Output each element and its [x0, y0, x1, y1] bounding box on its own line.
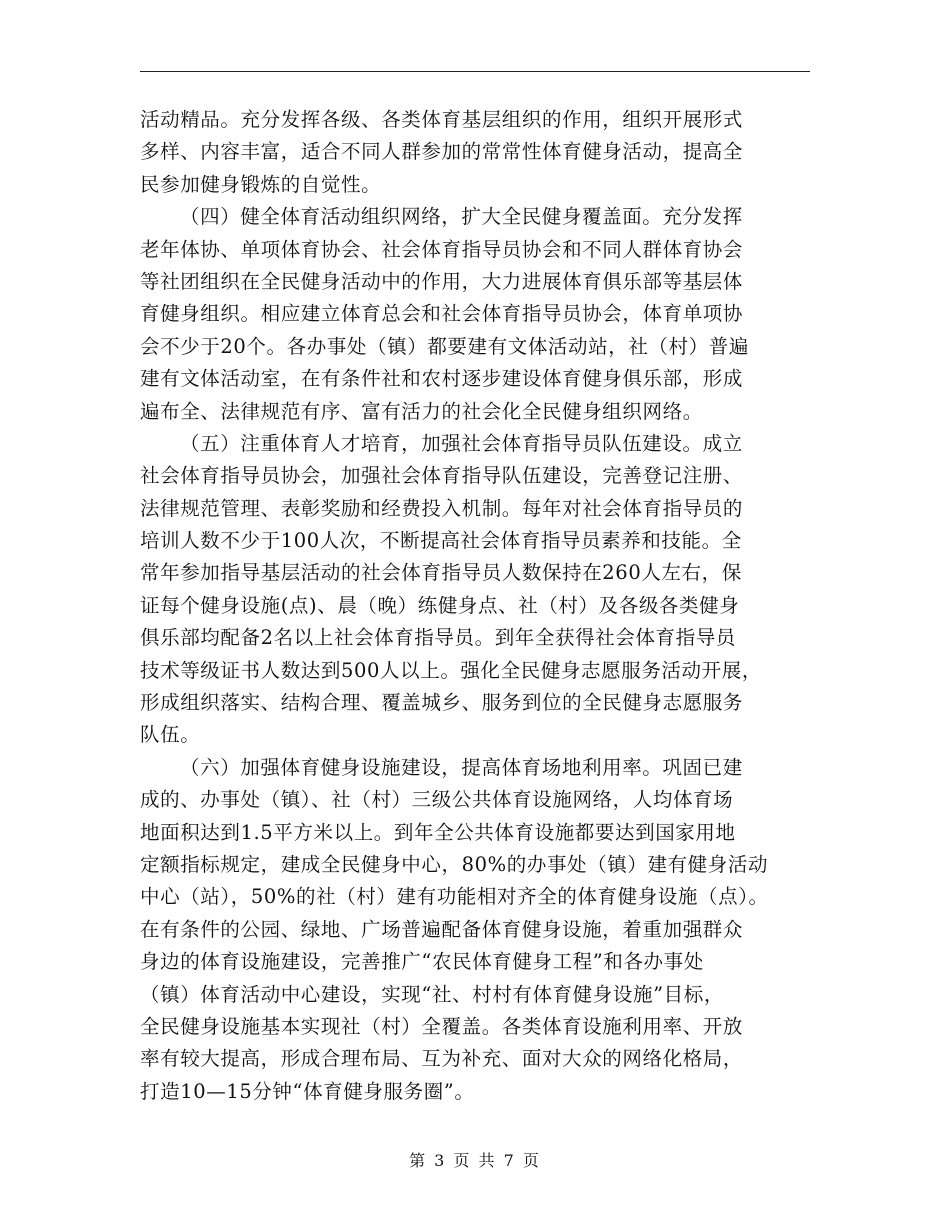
text-line: 社会体育指导员协会，加强社会体育指导队伍建设，完善登记注册、 [140, 464, 744, 488]
header-rule [140, 71, 810, 72]
body-text [140, 104, 812, 1108]
text-line: 成的、办事处（镇）、社（村）三级公共体育设施网络，人均体育场 [140, 788, 734, 812]
text-line: 率有较大提高，形成合理布局、互为补充、面对大众的网络化格局， [140, 1047, 744, 1071]
text-line: 育健身组织。相应建立体育总会和社会体育指导员协会，体育单项协 [140, 302, 744, 326]
text-line: 在有条件的公园、绿地、广场普遍配备体育健身设施，着重加强群众 [140, 917, 744, 941]
text-line: 形成组织落实、结构合理、覆盖城乡、服务到位的全民健身志愿服务 [140, 691, 744, 715]
text-line: 培训人数不少于100人次，不断提高社会体育指导员素养和技能。全 [140, 529, 742, 553]
text-line: 身边的体育设施建设，完善推广“农民体育健身工程”和各办事处 [140, 950, 704, 974]
text-line: 地面积达到1.5平方米以上。到年全公共体育设施都要达到国家用地 [140, 820, 736, 844]
text-line: 常年参加指导基层活动的社会体育指导员人数保持在260人左右，保 [140, 561, 742, 585]
text-line: 技术等级证书人数达到500人以上。强化全民健身志愿服务活动开展， [140, 658, 762, 682]
text-line: 打造10—15分钟“体育健身服务圈”。 [140, 1079, 475, 1103]
text-line: 多样、内容丰富，适合不同人群参加的常常性体育健身活动，提高全 [140, 140, 744, 164]
text-line: 遍布全、法律规范有序、富有活力的社会化全民健身组织网络。 [140, 399, 703, 423]
page-number-footer: 第 3 页 共 7 页 [409, 1151, 541, 1170]
text-line: 定额指标规定，建成全民健身中心，80%的办事处（镇）建有健身活动 [140, 852, 769, 876]
text-line: （四）健全体育活动组织网络，扩大全民健身覆盖面。充分发挥 [180, 205, 743, 229]
text-line: 全民健身设施基本实现社（村）全覆盖。各类体育设施利用率、开放 [140, 1014, 744, 1038]
text-line: 老年体协、单项体育协会、社会体育指导员协会和不同人群体育协会 [140, 237, 744, 261]
text-line: 活动精品。充分发挥各级、各类体育基层组织的作用，组织开展形式 [140, 108, 744, 131]
text-line: 民参加健身锻炼的自觉性。 [140, 172, 382, 196]
text-line: 法律规范管理、表彰奖励和经费投入机制。每年对社会体育指导员的 [140, 496, 744, 520]
text-line: 证每个健身设施(点)、晨（晚）练健身点、社（村）及各级各类健身 [140, 593, 740, 617]
text-line: （五）注重体育人才培育，加强社会体育指导员队伍建设。成立 [180, 431, 743, 455]
text-line: 建有文体活动室，在有条件社和农村逐步建设体育健身俱乐部，形成 [140, 367, 744, 391]
text-line: 会不少于20个。各办事处（镇）都要建有文体活动站，社（村）普遍 [140, 334, 749, 358]
text-line: 中心（站），50%的社（村）建有功能相对齐全的体育健身设施（点）。 [140, 885, 769, 909]
text-line: 等社团组织在全民健身活动中的作用，大力进展体育俱乐部等基层体 [140, 269, 744, 293]
text-line: 队伍。 [140, 723, 201, 747]
text-line: 俱乐部均配备2名以上社会体育指导员。到年全获得社会体育指导员 [140, 626, 736, 650]
text-line: （六）加强体育健身设施建设，提高体育场地利用率。巩固已建 [180, 755, 743, 779]
text-line: （镇）体育活动中心建设，实现“社、村村有体育健身设施”目标， [140, 982, 724, 1006]
